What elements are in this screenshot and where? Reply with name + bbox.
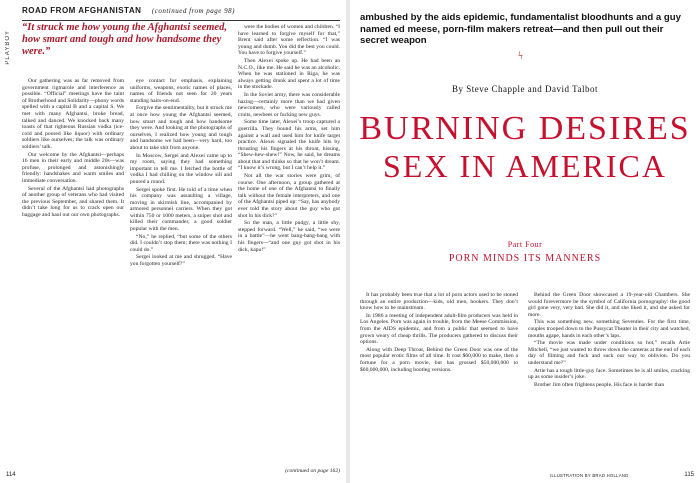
paragraph: Several of the Afghantsi had photographs of another group of veterans who had visited the previous September, and shared them. It didn’t take long for us to crack open our baggage and haul out our own photographs. — [22, 185, 124, 218]
title-line-2: SEX IN AMERICA — [382, 148, 667, 184]
part-label: Part Four — [507, 240, 543, 249]
page-number: 115 — [684, 472, 694, 478]
paragraph: Artie has a tough little-guy face. Sometimes he is all smiles, cracking up as some insider’s joke. — [528, 367, 690, 381]
left-column-3 — [238, 24, 340, 466]
paragraph: Brother Jim often frightens people. His face is harder than — [534, 381, 665, 388]
paragraph: It has probably been true that a lot of porn actors used to be stoned through an entire production—kids, old men, hookers. They don’t know how to be mainstream. — [360, 292, 518, 312]
right-column-2 — [528, 292, 690, 464]
paragraph: were the bodies of women and children. “I have learned to forgive myself for that,” Brent said after some reflection. “I was young and dumb. You did the best you could. You have to forgive yourself.” — [238, 24, 340, 57]
header-title: ROAD FROM AFGHANISTAN — [22, 6, 142, 15]
lightning-icon: ϟ — [518, 50, 523, 62]
paragraph: Then Alexei spoke up. He had been an N.C.O., like me. He said he was an alcoholic. When he was stationed in Riga, he was always getting drunk and spent a lot of time in the stockade. — [238, 57, 340, 91]
paragraph: Sergei spoke first. He told of a time when his company was assaulting a village, moving in skirmish line, accompanied by armored personnel carriers. When they got within 750 or 1000 meters, a sniper shot and killed their commander, a good soldier popular with the men. — [130, 186, 232, 233]
right-column-1 — [360, 292, 518, 464]
paragraph: Along with Deep Throat, Behind the Green Door was one of the most popular erotic films of all time. It cost $60,000 to make, then a fortune for a porn movie, but has grossed $50,000,000 to $60,000,000, including bootleg versions. — [360, 346, 518, 373]
left-column-1 — [22, 78, 124, 470]
title-line-1: BURNING DESIRES — [359, 110, 691, 147]
byline: By Steve Chapple and David Talbot — [452, 84, 598, 94]
paragraph: In 1986 a meeting of independent adult-film producers was held in Los Angeles. Porn was again in trouble, from the Meese Commission, from the AIDS epidemic, and from a public that seemed to have grown weary of cheap thrills. The producers gathered to discuss their options. — [360, 312, 518, 346]
paragraph: Behind the Green Door showcased a 19-year-old Chambers. She would forevermore be the symbol of California pornography: the good girl gone very, very bad. She did it, and she liked it, and she asked for more. — [528, 292, 690, 318]
paragraph: Not all the war stories were grim, of course. One afternoon, a group gathered at the home of one of the Afghantsi to finally talk without the female interpreters, and one of the Afghantsi piped up: “Say, has anybody ever told the story about the guy who got shot in his dick?” — [238, 173, 340, 219]
paragraph: “No,” he replied, “but some of the others did. I couldn’t stop them; there was nothing I could do.” — [130, 233, 232, 253]
article-title — [350, 110, 700, 184]
paragraph: eye contact for emphasis, explaining uniforms, weapons, exotic names of places, names of friends not seen for 20 years standing hairs-on-end. — [130, 78, 232, 104]
paragraph: So the man, a little pudgy, a little shy, stepped forward. “Well,” he said, “we were in a battle”—he went bang-bang-bang with his fingers—“and one guy got shot in his dick, kapu!” — [238, 220, 340, 253]
page-number: 114 — [6, 472, 16, 478]
continued-note: (continued on page 162) — [285, 468, 340, 474]
deck-text: ambushed by the aids epidemic, fundamentalist bloodhunts and a guy named ed meese, porn-film makers retreat—and then pull out their secret weapon — [360, 12, 681, 46]
paragraph: Sergei looked at me and shrugged. “Have you forgotten yourself?” — [130, 254, 232, 268]
left-page — [0, 0, 346, 483]
side-label: PLAYBOY — [5, 30, 11, 65]
right-page — [350, 0, 700, 483]
part-heading — [350, 240, 700, 264]
paragraph: “The movie was made under conditions so hot,” recalls Artie Mitchell, “we just wanted to throw down the cameras at the end of each day of filming and fuck and suck our way to oblivion. Do you understand me?” — [528, 340, 690, 366]
illustration-credit: ILLUSTRATION BY BRAD HOLLAND — [550, 473, 629, 478]
paragraph: Our welcome by the Afghantsi—perhaps 16 men in their early and middle 20s—was profuse, prolonged and astonishingly friendly: handshakes and warm smiles and immediate conversation. — [22, 151, 124, 184]
paragraph: In Moscow, Sergei and Alexei came up to my room, saying they had something important to tell me. I fetched the bottle of vodka I had chilling on the window sill and poured a round. — [130, 152, 232, 185]
pull-quote: “It struck me how young the Afghantsi seemed, how smart and tough and how handsome they were.” — [22, 22, 227, 57]
paragraph: This was something new, something Seventies. For the first time, couples trooped down to the Pussycat Theater in their city and watched, mouths agape, hands in each other’s laps. — [528, 319, 690, 339]
left-column-2 — [130, 78, 232, 470]
header-continued: (continued from page 98) — [151, 7, 235, 15]
paragraph: Some time later, Alexei’s troop captured a guerrilla. They bound his arms, set him against a wall and used him for knife target practice. Alexei signaled the knife hits by thrusting his fingers at his throat, hissing, “Shew-hew-shew!” Now, he said, he dreams about that and thinks so that he won’t dream. “I know it’s wrong, but I can’t help it.” — [238, 119, 340, 172]
paragraph: Forgive the sentimentality, but it struck me at once how young the Afghantsi seemed, how smart and tough and how handsome they were. And looking at the photographs of ourselves, I realized how young and tough and handsome we had been—very hard, too about to take shit from anyone. — [130, 105, 232, 151]
paragraph: In the Soviet army, there was considerable hazing—certainly more than we had given newcomers, who were variously called cruits, newbees or fucking new guys. — [238, 91, 340, 118]
paragraph: Our gathering was as far removed from government rigmarole and interference as possible. “Official” meetings have the taint of Brotherhood and Solidarity—phony words spelled with a capital B and a capital S. We met with many Afghantsi, broke bread, talked and danced. We knocked back many toasts of that righteous Russian vodka (ice-cold and poured like liquor) with ordinary soldiers like ourselves; the talk was ordinary soldiers’ talk. — [22, 78, 124, 150]
running-header — [22, 6, 340, 21]
part-title: PORN MINDS ITS MANNERS — [448, 253, 602, 264]
